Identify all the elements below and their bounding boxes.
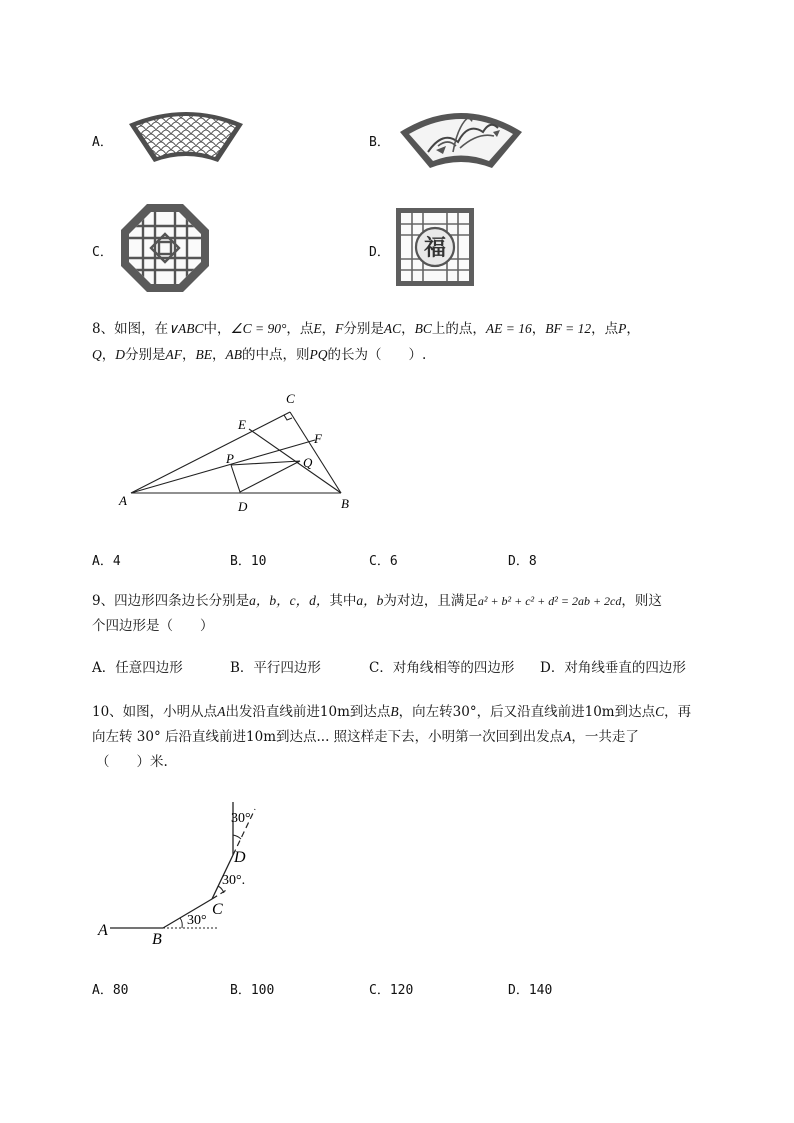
label-b: B xyxy=(152,931,162,948)
fan-window-scales-image xyxy=(126,106,246,166)
q10-option-b: B．100 xyxy=(230,983,275,998)
q8-option-d: D．8 xyxy=(508,554,537,569)
angle-arc-d xyxy=(233,835,241,839)
question-9-line-1: 9、四边形四条边长分别是a，b，c，d，其中a，b为对边，且满足a² + b² + c² + d² = 2ab + 2cd，则这 xyxy=(92,593,662,609)
square-fu-window-image xyxy=(396,208,474,286)
question-8-line-1: 8、如图，在∨ABC中，∠C = 90°，点E，F分别是AC，BC上的点，AE = 16，BF = 12，点P， xyxy=(92,321,640,337)
q9-option-b: B．平行四边形 xyxy=(230,660,321,676)
q10-option-d: D．140 xyxy=(508,983,553,998)
q8-option-b: B．10 xyxy=(230,554,267,569)
question-9-line-2: 个四边形是（ ） xyxy=(92,618,214,634)
label-q: Q xyxy=(303,455,313,470)
label-b: B xyxy=(341,496,349,511)
triangle-figure xyxy=(110,385,370,520)
walking-path-figure xyxy=(90,795,280,950)
option-label-b: B． xyxy=(369,135,390,150)
question-10-line-3: （ ）米. xyxy=(96,754,168,770)
q8-option-c: C．6 xyxy=(369,554,398,569)
segment-ac xyxy=(131,412,290,493)
angle-arc-b xyxy=(180,918,182,928)
segment-cb xyxy=(290,412,341,493)
right-angle-mark xyxy=(284,415,292,420)
label-a: A xyxy=(98,922,108,939)
fu-character: 福 xyxy=(423,235,447,260)
question-10-line-1: 10、如图，小明从点A出发沿直线前进10m到达点B，向左转30°，后又沿直线前进10m到达点C，再 xyxy=(92,704,692,720)
quadrilateral-pqd xyxy=(231,461,300,492)
label-d: D xyxy=(234,849,246,866)
q9-option-a: A．任意四边形 xyxy=(92,660,183,676)
angle-label-d: 30° xyxy=(231,811,251,826)
octagonal-lattice-window-image xyxy=(121,204,209,292)
q9-option-c: C．对角线相等的四边形 xyxy=(369,660,515,676)
label-c: C xyxy=(286,391,295,406)
q10-option-a: A．80 xyxy=(92,983,129,998)
label-e: E xyxy=(238,417,246,432)
option-label-d: D． xyxy=(369,245,390,260)
fan-window-orchid-image xyxy=(398,102,524,170)
label-p: P xyxy=(226,451,234,466)
q10-option-c: C．120 xyxy=(369,983,414,998)
label-d: D xyxy=(238,499,248,514)
question-8-line-2: Q，D分别是AF，BE，AB的中点，则PQ的长为（ ）. xyxy=(92,347,427,363)
label-f: F xyxy=(314,431,322,446)
label-c: C xyxy=(212,901,223,918)
angle-label-c: 30°. xyxy=(222,873,246,888)
option-label-c: C． xyxy=(92,245,113,260)
option-label-a: A． xyxy=(92,135,113,150)
q9-option-d: D．对角线垂直的四边形 xyxy=(540,660,686,676)
segment-af xyxy=(131,440,315,493)
q8-option-a: A．4 xyxy=(92,554,121,569)
label-a: A xyxy=(119,493,127,508)
question-10-line-2: 向左转 30° 后沿直线前进10m到达点... 照这样走下去，小明第一次回到出发点A，一共走了 xyxy=(92,729,639,745)
angle-label-b: 30° xyxy=(187,913,207,928)
